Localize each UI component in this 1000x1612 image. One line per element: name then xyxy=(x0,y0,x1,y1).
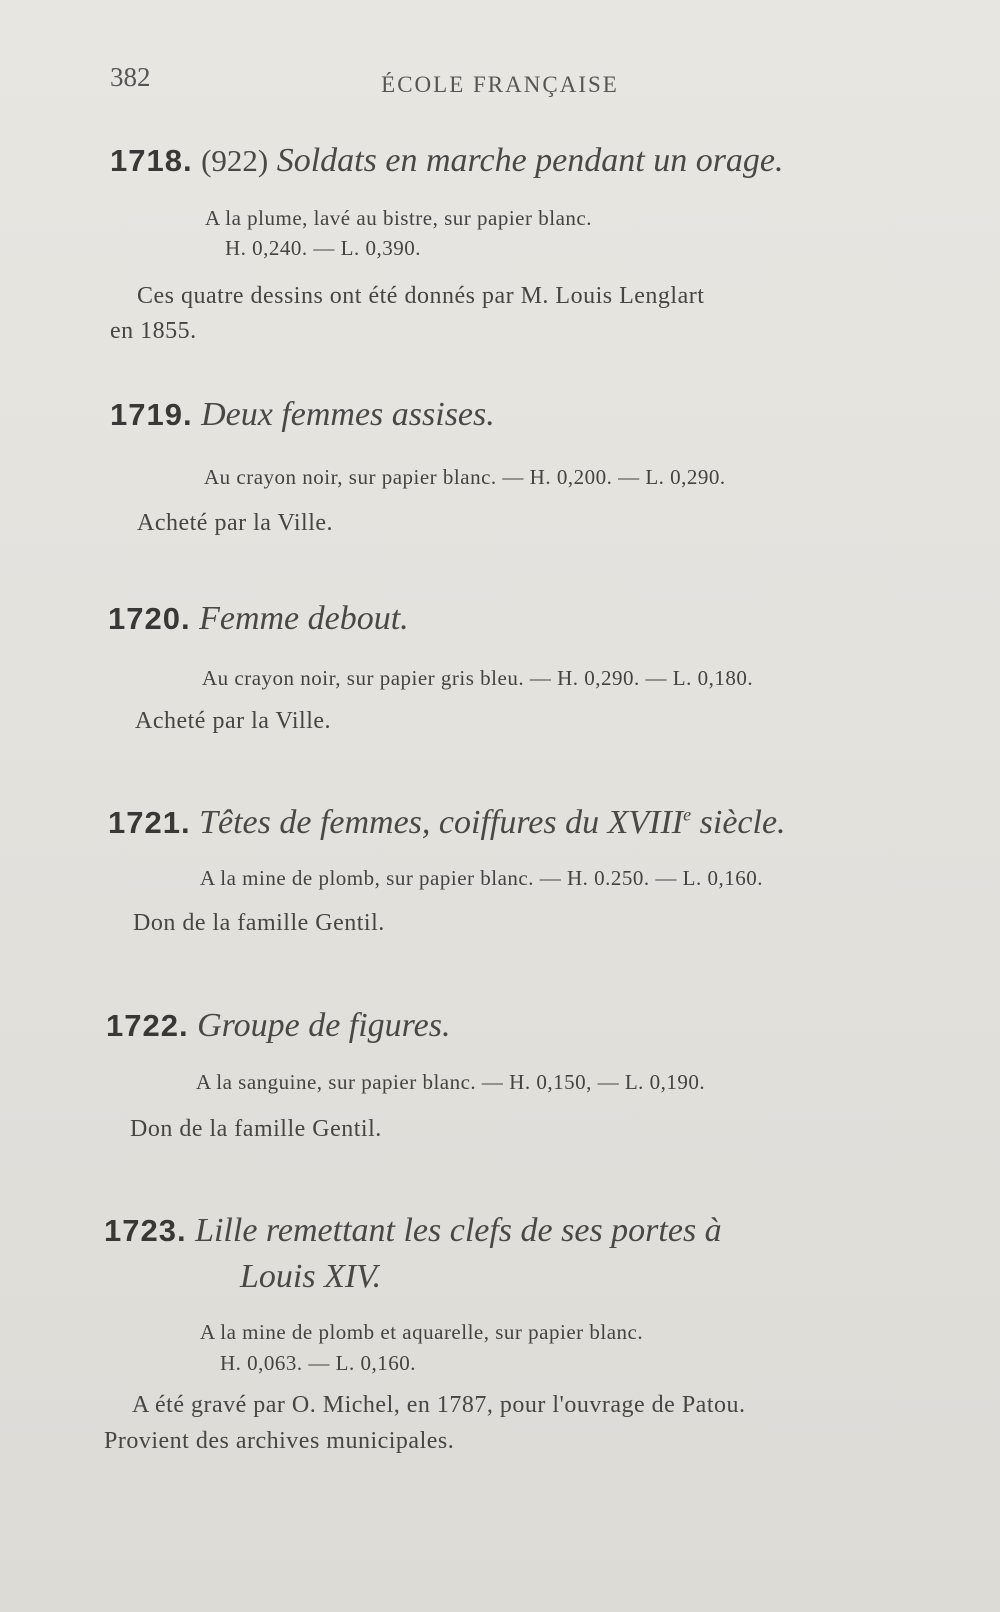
entry-number: 1720. xyxy=(108,601,191,636)
entry-1720-heading xyxy=(108,600,409,638)
entry-1723-title-line2: Louis XIV. xyxy=(240,1258,382,1295)
entry-title xyxy=(199,804,785,841)
entry-number: 1719. xyxy=(110,397,193,432)
entry-1721-heading xyxy=(108,804,786,842)
entry-number: 1723. xyxy=(104,1213,187,1248)
entry-1721-medium: A la mine de plomb, sur papier blanc. — H. 0.250. — L. 0,160. xyxy=(200,866,763,890)
entry-reference: (922) xyxy=(201,143,269,178)
entry-1720-note: Acheté par la Ville. xyxy=(135,708,332,734)
entry-1723-medium: A la mine de plomb et aquarelle, sur papier blanc. xyxy=(200,1320,644,1344)
entry-1723-dimensions: H. 0,063. — L. 0,160. xyxy=(220,1351,416,1375)
entry-1718-note-line2: en 1855. xyxy=(110,318,197,344)
page-number: 382 xyxy=(110,62,151,92)
entry-number: 1722. xyxy=(106,1008,189,1043)
entry-title-main: Têtes de femmes, coiffures du XVIII xyxy=(199,804,684,841)
entry-title-superscript: e xyxy=(683,804,692,825)
entry-number: 1721. xyxy=(108,805,191,840)
running-head: ÉCOLE FRANÇAISE xyxy=(381,72,619,97)
entry-title: Groupe de figures. xyxy=(197,1007,451,1044)
entry-1723-note-line1: A été gravé par O. Michel, en 1787, pour l'ouvrage de Patou. xyxy=(132,1392,746,1418)
entry-title: Soldats en marche pendant un orage. xyxy=(276,142,784,179)
entry-1718-medium: A la plume, lavé au bistre, sur papier blanc. xyxy=(205,206,592,230)
entry-1718-note-line1: Ces quatre dessins ont été donnés par M. Louis Lenglart xyxy=(137,283,705,309)
entry-1718-dimensions: H. 0,240. — L. 0,390. xyxy=(225,236,421,260)
entry-1723-heading xyxy=(104,1212,722,1250)
entry-title-end: siècle. xyxy=(691,804,786,841)
entry-title: Lille remettant les clefs de ses portes à xyxy=(195,1212,722,1249)
entry-title: Deux femmes assises. xyxy=(201,396,495,433)
entry-1721-note: Don de la famille Gentil. xyxy=(133,910,385,936)
entry-1723-note-line2: Provient des archives municipales. xyxy=(104,1428,455,1454)
entry-1722-medium: A la sanguine, sur papier blanc. — H. 0,150, — L. 0,190. xyxy=(196,1070,706,1094)
entry-1719-heading xyxy=(110,396,495,434)
entry-1718-heading xyxy=(110,142,784,180)
entry-1719-medium: Au crayon noir, sur papier blanc. — H. 0,200. — L. 0,290. xyxy=(204,465,726,489)
entry-1722-heading xyxy=(106,1007,450,1045)
entry-1719-note: Acheté par la Ville. xyxy=(137,510,334,536)
entry-1720-medium: Au crayon noir, sur papier gris bleu. — H. 0,290. — L. 0,180. xyxy=(202,666,754,690)
entry-number: 1718. xyxy=(110,143,193,178)
entry-title: Femme debout. xyxy=(199,600,409,637)
entry-1722-note: Don de la famille Gentil. xyxy=(130,1116,382,1142)
